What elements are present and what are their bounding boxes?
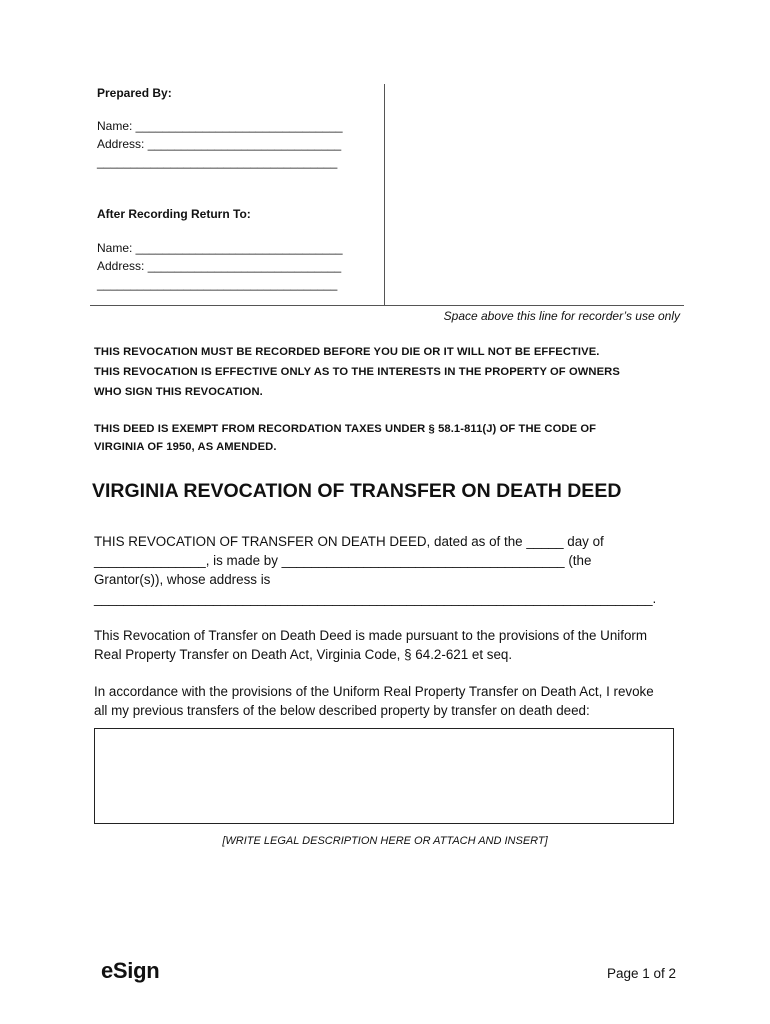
warning-line-1: THIS REVOCATION MUST BE RECORDED BEFORE YOU DIE OR IT WILL NOT BE EFFECTIVE.	[94, 346, 600, 358]
document-title: VIRGINIA REVOCATION OF TRANSFER ON DEATH DEED	[92, 480, 622, 502]
recorder-divider-horizontal	[90, 305, 684, 306]
exemption-line-1: THIS DEED IS EXEMPT FROM RECORDATION TAXES UNDER § 58.1-811(J) OF THE CODE OF	[94, 423, 597, 435]
pursuant-line-1: This Revocation of Transfer on Death Deed is made pursuant to the provisions of the Uniform	[94, 628, 648, 643]
accordance-line-1: In accordance with the provisions of the Uniform Real Property Transfer on Death Act, I revoke	[94, 684, 654, 699]
legal-description-box[interactable]	[94, 728, 674, 824]
exemption-line-2: VIRGINIA OF 1950, AS AMENDED.	[94, 441, 277, 453]
prepared-by-heading: Prepared By:	[97, 86, 172, 100]
intro-line-1: THIS REVOCATION OF TRANSFER ON DEATH DEED, dated as of the _____ day of	[94, 534, 604, 549]
warning-line-2: THIS REVOCATION IS EFFECTIVE ONLY AS TO THE INTERESTS IN THE PROPERTY OF OWNERS	[94, 366, 620, 378]
intro-line-3: Grantor(s)), whose address is	[94, 572, 271, 587]
accordance-line-2: all my previous transfers of the below described property by transfer on death deed:	[94, 703, 590, 718]
return-to-address-field[interactable]: Address: _____________________________	[97, 259, 342, 273]
recorder-divider-vertical	[384, 84, 385, 306]
return-to-address-cont-field[interactable]: ____________________________________	[97, 277, 338, 291]
prepared-by-name-field[interactable]: Name: _______________________________	[97, 119, 343, 133]
recorder-note: Space above this line for recorder’s use only	[443, 309, 680, 323]
warning-line-3: WHO SIGN THIS REVOCATION.	[94, 386, 263, 398]
return-to-heading: After Recording Return To:	[97, 207, 251, 221]
page-number: Page 1 of 2	[606, 966, 676, 981]
intro-line-2: _______________, is made by ______________________________________ (the	[94, 553, 592, 568]
intro-line-4: ___________________________________________________________________________.	[94, 591, 657, 606]
esign-logo: eSign	[101, 958, 160, 983]
legal-description-caption: [WRITE LEGAL DESCRIPTION HERE OR ATTACH AND INSERT]	[222, 835, 548, 847]
prepared-by-address-field[interactable]: Address: _____________________________	[97, 137, 342, 151]
prepared-by-address-cont-field[interactable]: ____________________________________	[97, 155, 338, 169]
pursuant-line-2: Real Property Transfer on Death Act, Virginia Code, § 64.2-621 et seq.	[94, 647, 513, 662]
return-to-name-field[interactable]: Name: _______________________________	[97, 241, 343, 255]
